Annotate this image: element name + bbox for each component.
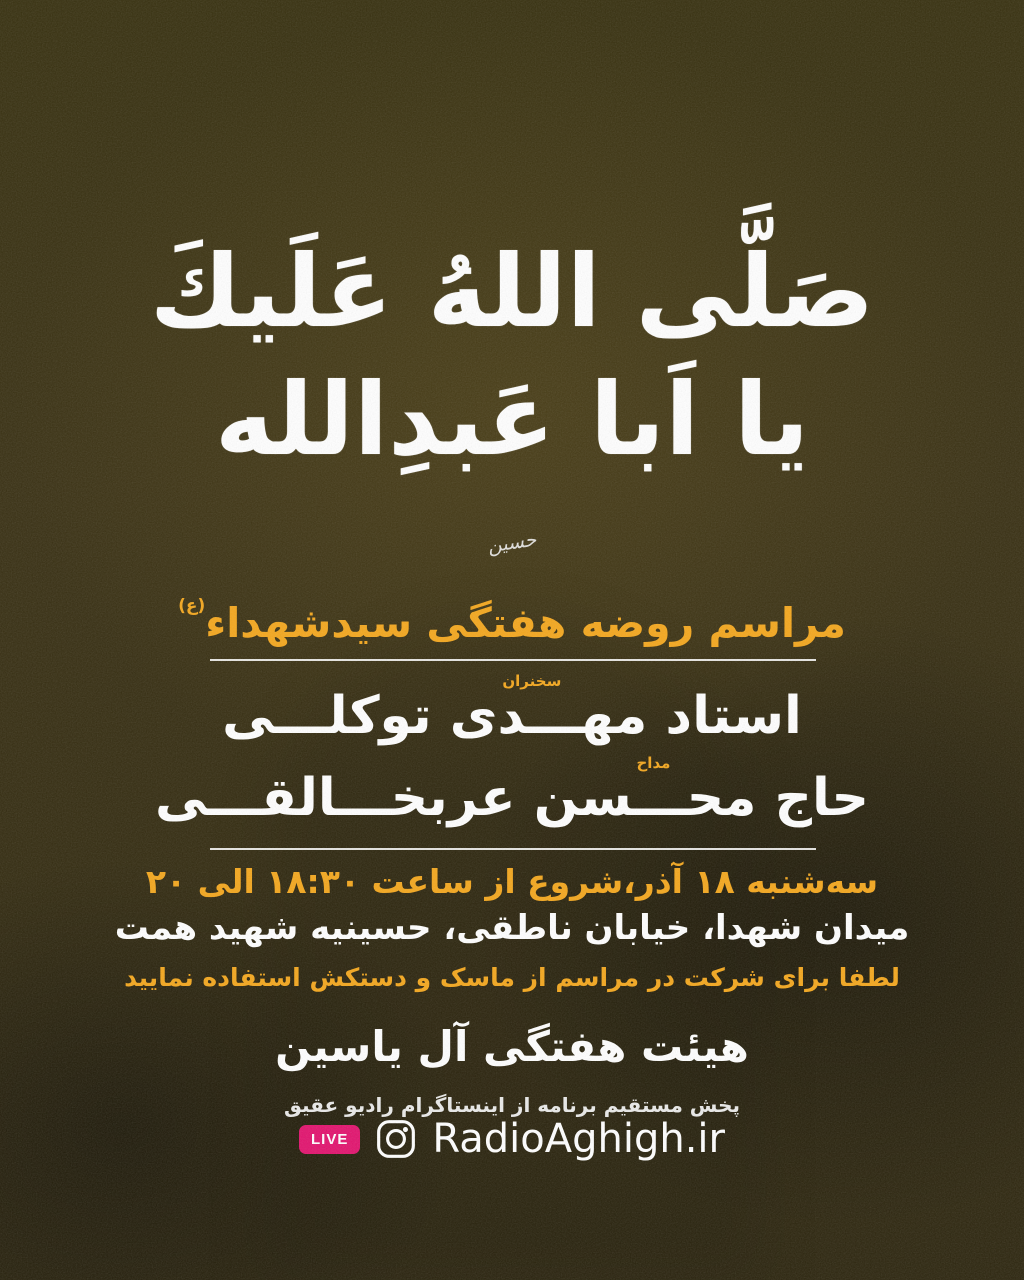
maddah-prefix: حاج — [756, 768, 869, 828]
calligraphy-salutation — [0, 228, 1024, 484]
calligraphy-line-1: صَلَّى اللهُ عَلَيكَ — [149, 233, 875, 350]
live-badge: LIVE — [299, 1125, 360, 1154]
event-title-honorific: (ع) — [178, 596, 206, 616]
speaker-prefix: استاد — [647, 686, 802, 746]
covid-safety-note: لطفا برای شرکت در مراسم از ماسک و دستکش استفاده نمایید — [124, 963, 900, 992]
maddah-name-wrap — [155, 754, 757, 828]
organizer-name: هیئت هفتگی آل یاسین — [275, 1022, 749, 1071]
instagram-icon — [375, 1118, 417, 1160]
calligrapher-signature: حسين — [486, 528, 538, 558]
instagram-handle: RadioAghigh.ir — [432, 1116, 725, 1162]
speaker-name: مهـــدی توکلـــی — [222, 686, 648, 746]
speaker-line — [0, 672, 1024, 746]
broadcast-note: پخش مستقیم برنامه از اینستاگرام رادیو عقیق — [283, 1093, 741, 1117]
event-location: میدان شهدا، خیابان ناطقی، حسینیه شهید همت — [114, 908, 910, 948]
calligraphy-line-2: يا اَبا عَبدِالله — [214, 361, 810, 478]
divider-line-top — [210, 659, 816, 661]
event-title — [0, 596, 1024, 647]
maddah-role-label: مداح — [636, 754, 671, 772]
speaker-role-label: سخنران — [502, 672, 562, 690]
event-datetime: سه‌شنبه ۱۸ آذر،شروع از ساعت ۱۸:۳۰ الی ۲۰ — [145, 862, 879, 901]
footer-social-row — [0, 1118, 1024, 1160]
speaker-name-wrap — [222, 672, 648, 746]
divider-line-bottom — [210, 848, 816, 850]
maddah-name: محـــسن عربخـــالقـــی — [155, 768, 757, 828]
event-title-text: مراسم روضه هفتگی سیدشهداء — [205, 599, 846, 647]
maddah-line — [0, 754, 1024, 828]
